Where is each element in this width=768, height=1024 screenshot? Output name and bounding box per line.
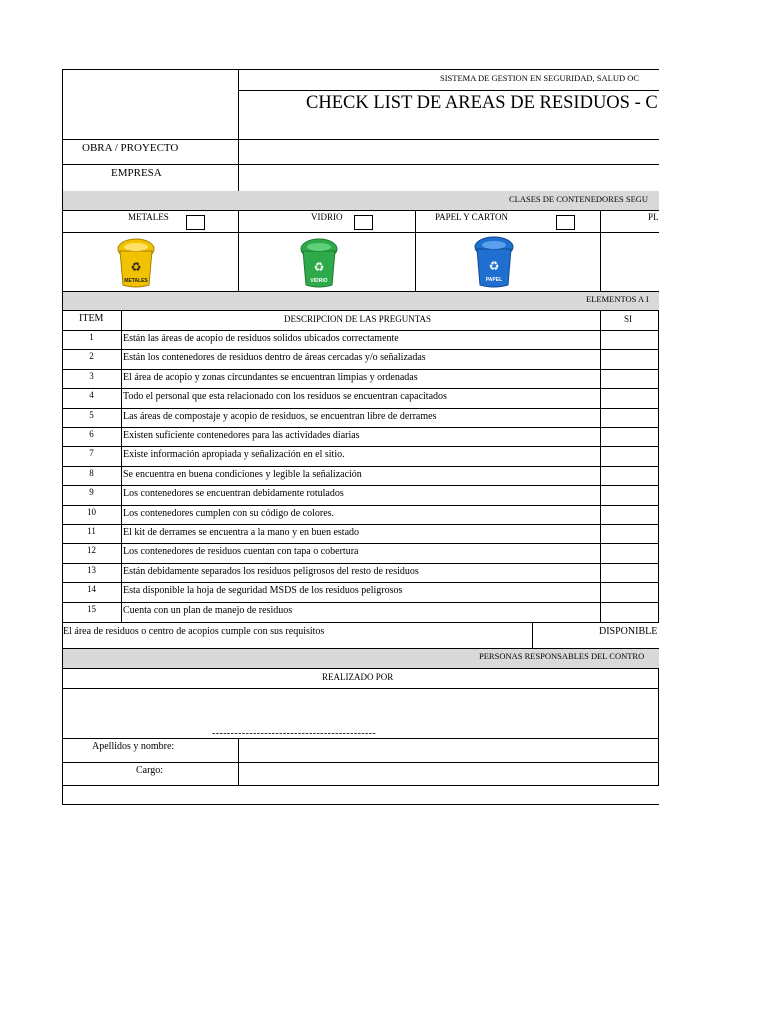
item-number: 4 xyxy=(89,390,94,400)
si-answer-cell[interactable] xyxy=(601,564,658,582)
item-number: 5 xyxy=(89,410,94,420)
question-text: Los contenedores se encuentran debidamente rotulados xyxy=(123,488,344,499)
divider xyxy=(62,785,659,786)
si-answer-cell[interactable] xyxy=(601,467,658,485)
row-divider xyxy=(62,563,659,564)
disponible-label: DISPONIBLE xyxy=(599,626,658,637)
containers-section-title: CLASES DE CONTENEDORES SEGU xyxy=(509,194,649,204)
si-answer-cell[interactable] xyxy=(601,331,658,349)
question-text: Esta disponible la hoja de seguridad MSDS de los residuos peligrosos xyxy=(123,585,403,596)
question-text: Existe información apropiada y señalización en el sitio. xyxy=(123,449,345,460)
item-number: 1 xyxy=(89,332,94,342)
papel-checkbox[interactable] xyxy=(556,215,575,230)
item-number: 12 xyxy=(87,545,96,555)
si-answer-cell[interactable] xyxy=(601,544,658,562)
item-number: 6 xyxy=(89,429,94,439)
item-column-header: ITEM xyxy=(79,313,104,324)
responsibles-section-title: PERSONAS RESPONSABLES DEL CONTRO xyxy=(479,651,645,661)
signature-line: -------------------------------------------- xyxy=(212,728,377,739)
si-column-header: SI xyxy=(624,314,633,324)
empresa-field[interactable] xyxy=(239,165,659,191)
item-number: 10 xyxy=(87,507,96,517)
item-number: 9 xyxy=(89,487,94,497)
question-text: Cuenta con un plan de manejo de residuos xyxy=(123,605,293,616)
row-divider xyxy=(62,505,659,506)
papel-bin-text: PAPEL xyxy=(485,277,503,283)
row-divider xyxy=(62,582,659,583)
svg-text:♻: ♻ xyxy=(130,260,142,274)
row-divider xyxy=(62,408,659,409)
row-divider xyxy=(62,427,659,428)
svg-text:♻: ♻ xyxy=(313,260,325,274)
svg-text:♻: ♻ xyxy=(488,259,500,273)
row-divider xyxy=(62,466,659,467)
item-number: 15 xyxy=(87,604,96,614)
system-title: SISTEMA DE GESTION EN SEGURIDAD, SALUD OC xyxy=(440,73,640,83)
vidrio-bin-icon xyxy=(297,237,341,289)
si-answer-cell[interactable] xyxy=(601,583,658,601)
vidrio-bin-text: VIDRIO xyxy=(310,278,328,284)
si-answer-cell[interactable] xyxy=(601,603,658,621)
row-divider xyxy=(62,602,659,603)
item-number: 3 xyxy=(89,371,94,381)
si-answer-cell[interactable] xyxy=(601,506,658,524)
row-divider xyxy=(62,446,659,447)
question-text: Están los contenedores de residuos dentro de áreas cercadas y/o señalizadas xyxy=(123,352,426,363)
si-answer-cell[interactable] xyxy=(601,370,658,388)
elements-section-title: ELEMENTOS A I xyxy=(586,294,649,304)
si-answer-cell[interactable] xyxy=(601,350,658,368)
divider xyxy=(658,668,659,786)
question-text: Las áreas de compostaje y acopio de residuos, se encuentran libre de derrames xyxy=(123,411,437,422)
metales-bin-text: METALES xyxy=(124,278,148,284)
empresa-label: EMPRESA xyxy=(111,167,162,179)
metales-label: METALES xyxy=(128,212,169,222)
item-number: 14 xyxy=(87,584,96,594)
question-text: Se encuentra en buena condiciones y legible la señalización xyxy=(123,469,362,480)
question-text: Los contenedores cumplen con su código de colores. xyxy=(123,508,335,519)
item-number: 8 xyxy=(89,468,94,478)
si-answer-cell[interactable] xyxy=(601,389,658,407)
question-text: El área de acopio y zonas circundantes se encuentran limpias y ordenadas xyxy=(123,372,418,383)
row-divider xyxy=(62,349,659,350)
question-text: Los contenedores de residuos cuentan con tapa o cobertura xyxy=(123,546,359,557)
divider xyxy=(532,622,533,648)
row-divider xyxy=(62,485,659,486)
row-divider xyxy=(62,543,659,544)
si-answer-cell[interactable] xyxy=(601,428,658,446)
logo-cell xyxy=(62,69,239,140)
item-number: 2 xyxy=(89,351,94,361)
item-number: 13 xyxy=(87,565,96,575)
vidrio-label: VIDRIO xyxy=(311,212,343,222)
summary-statement: El área de residuos o centro de acopios cumple con sus requisitos xyxy=(63,626,325,637)
obra-field[interactable] xyxy=(239,140,659,164)
question-text: Existen suficiente contenedores para las actividades diarias xyxy=(123,430,360,441)
apellidos-label: Apellidos y nombre: xyxy=(92,741,175,752)
row-divider xyxy=(62,369,659,370)
cargo-label: Cargo: xyxy=(136,765,164,776)
vidrio-checkbox[interactable] xyxy=(354,215,373,230)
divider xyxy=(62,804,659,805)
papel-label: PAPEL Y CARTON xyxy=(435,212,508,222)
question-text: Están debidamente separados los residuos peligrosos del resto de residuos xyxy=(123,566,419,577)
question-text: Están las áreas de acopio de residuos solidos ubicados correctamente xyxy=(123,333,399,344)
si-answer-cell[interactable] xyxy=(601,525,658,543)
obra-label: OBRA / PROYECTO xyxy=(82,142,179,154)
realizado-por-label: REALIZADO POR xyxy=(322,672,394,682)
si-answer-cell[interactable] xyxy=(601,447,658,465)
item-number: 11 xyxy=(87,526,96,536)
papel-bin-icon xyxy=(471,235,517,289)
row-divider xyxy=(62,330,659,331)
si-answer-cell[interactable] xyxy=(601,409,658,427)
description-column-header: DESCRIPCION DE LAS PREGUNTAS xyxy=(284,314,432,324)
apellidos-field[interactable] xyxy=(239,739,658,762)
page-title: CHECK LIST DE AREAS DE RESIDUOS - C xyxy=(306,93,658,113)
item-number: 7 xyxy=(89,448,94,458)
cargo-field[interactable] xyxy=(239,763,658,785)
plastico-label: PL xyxy=(648,212,659,222)
question-text: Todo el personal que esta relacionado con los residuos se encuentran capacitados xyxy=(123,391,447,402)
row-divider xyxy=(62,388,659,389)
question-text: El kit de derrames se encuentra a la mano y en buen estado xyxy=(123,527,360,538)
si-answer-cell[interactable] xyxy=(601,486,658,504)
metales-bin-icon xyxy=(114,237,158,289)
metales-checkbox[interactable] xyxy=(186,215,205,230)
elements-section-header xyxy=(62,291,659,311)
row-divider xyxy=(62,524,659,525)
